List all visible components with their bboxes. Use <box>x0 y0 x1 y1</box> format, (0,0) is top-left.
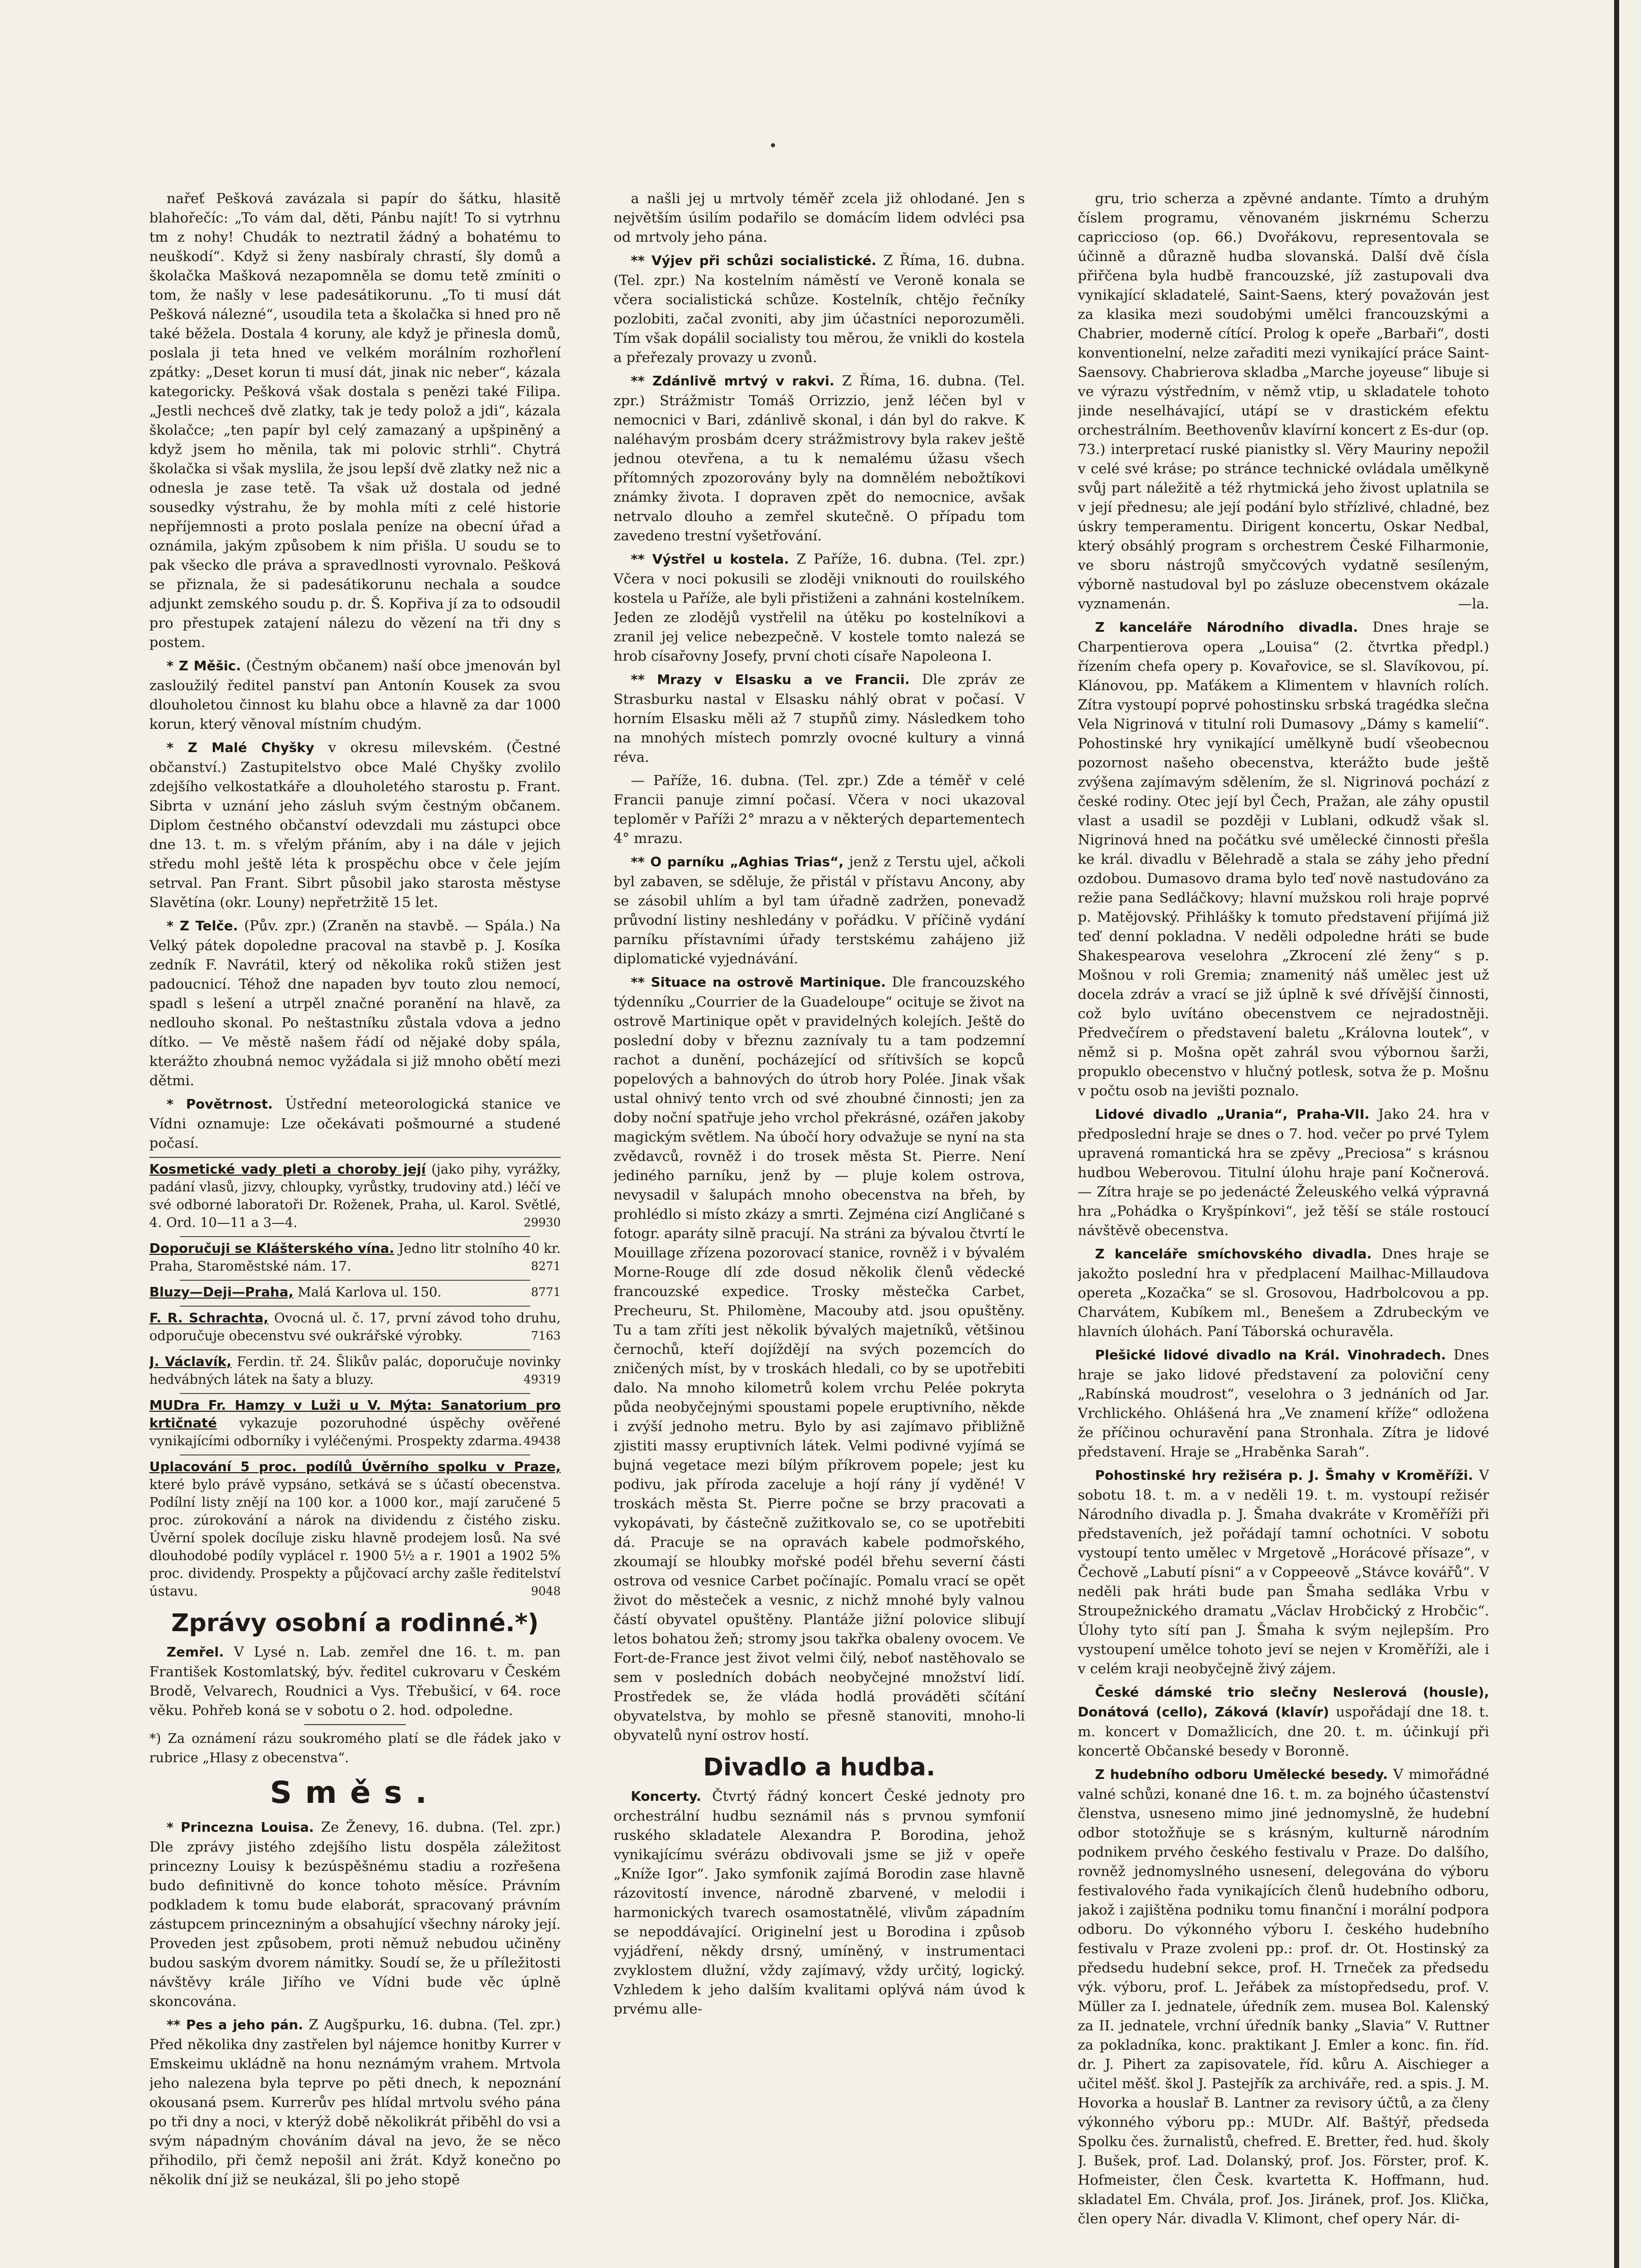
news-item-vinohrady-theatre <box>1078 1345 1489 1462</box>
ad-divider <box>180 1280 530 1281</box>
section-title-personal-news: Zprávy osobní a rodinné.*) <box>171 1609 539 1637</box>
article-continuation <box>1078 189 1489 613</box>
ad-text: Jedno litr stolního 40 kr. Praha, Staroměstské nám. 17. <box>149 1241 561 1274</box>
item-text: V mimořádné valné schůzi, konané dne 16. t. m. za bojného účastenství členstva, usneseno mimo jiné jednomyslně, že hudební odbor stotožňuje se s krásným, kulturně národním podnikem prvého českého festivalu v Praze. Do dalšího, rovněž jednomyslného usnesení, delegována do výboru festivalového řada vynikajících členů hudebního odboru, jakož i zajištěna podniku tomu finanční i morální podpora odboru. Do výkonného výboru I. českého hudebního festivalu v Praze zvoleni pp.: prof. dr. Ot. Hostinský za předsedu hudební sekce, prof. H. Trneček za předsedu výk. výboru, prof. L. Jeřábek za místopředsedu, prof. V. Müller za I. jednatele, úředník zem. musea Bol. Kalenský za II. jednatele, vrchní úředník banky „Slavia“ V. Ruttner za pokladníka, konc. praktikant J. Emler a konc. fin. říd. dr. J. Pihert za zapisovatele, říd. kůru A. Aischieger a učitel měšť. škol J. Pastejřík za archiváře, red. a spis. J. M. Hovorka a houslař B. Lantner za revisory účtů, a za členy výkonného výboru pp.: MUDr. Alf. Baštýř, předseda Spolku čes. žurnalistů, chefred. E. Bretter, řed. hud. školy J. Bušek, prof. Lad. Dolanský, prof. Jos. Förster, prof. K. Hofmeister, člen Česk. kvartetta K. Hoffmann, hud. skladatel Em. Chvála, prof. Jos. Jiránek, prof. Jos. Klička, člen opery Nár. divadla V. Klimont, chef opery Nár. di- <box>1078 1766 1489 2227</box>
news-item-paris-frost: — Paříže, 16. dubna. (Tel. zpr.) Zde a téměř v celé Francii panuje zimní počasí. Včera v noci ukazoval teploměr v Paříži 2° mrazu a v některých departementech 4° mrazu. <box>614 772 1025 847</box>
item-text: V sobotu 18. t. m. a v neděli 19. t. m. vystoupí režisér Národního divadla p. J. Šmaha dvakráte v Kroměříži při představeních, jež pořádají tamní ochotníci. V sobotu vystoupí tento umělec v Mrgetově „Horácové přísaze“, v Čechově „Labutí písni“ a v Coppeeově „Stávce kovářů“. V neděli pak hráti bude pan Šmaha sedláka Vrbu v Stroupežnického dramatu „Václav Hrobčický z Hrobčic“. Úlohy tyto sítí pan J. Šmaha k svým nejlepším. Pro vystoupení umělce tohoto jeví se nejen v Kroměříži, ale i v celém kraji neobyčejně živý zájem. <box>1078 1467 1489 1677</box>
ad-divider <box>180 1306 530 1307</box>
print-speck <box>771 143 775 147</box>
column-1 <box>149 189 561 2256</box>
item-lead: ** Výjev při schůzi socialistické. <box>631 253 877 269</box>
news-item-martinique <box>614 973 1025 1745</box>
news-item-socialist-meeting <box>614 251 1025 367</box>
item-lead: ** Pes a jeho pán. <box>167 2018 303 2033</box>
item-text: V Lysé n. Lab. zemřel dne 16. t. m. pan František Kostomlatský, býv. ředitel cukrovaru v Českém Brodě, Velvarech, Roudnici a Vys. Třebušicí, v 64. roce věku. Pohřeb koná se v sobotu o 2. hod. odpoledne. <box>149 1644 561 1719</box>
item-lead: Z kanceláře Národního divadla. <box>1095 620 1358 635</box>
ad-number: 8271 <box>531 1260 561 1273</box>
item-lead: * Princezna Louisa. <box>167 1820 314 1835</box>
news-item-frost <box>614 670 1025 767</box>
item-lead: Z hudebního odboru Umělecké besedy. <box>1095 1767 1388 1783</box>
item-text: (Pův. zpr.) (Zraněn na stavbě. — Spála.) Na Velký pátek dopoledne pracoval na stavbě p. J. Kosíka zedník F. Navrátil, který od několika roků stižen jest padoucnicí. Téhož dne napaden byv touto zlou nemocí, spadl s lešení a utrpěl značné poranění na hlavě, za nedlouho skonal. Po neštastníku zůstala vdova a jedno dítko. — Ve městě našem řádí od nějaké doby spála, kterážto zhoubná nemoc vyžádala si již mnoho obětí mezi dětmi. <box>149 918 561 1089</box>
ads-divider <box>149 1157 561 1158</box>
news-item-urania <box>1078 1105 1489 1240</box>
item-text: Z Paříže, 16. dubna. (Tel. zpr.) Včera v noci pokusili se zloději vniknouti do rouilského kostela u Paříže, ale byli přistiženi a zahnáni kostelníkem. Jeden ze zlodějů vystřelil na útěku po kostelníkovi a zranil jej velice nebezpečně. V kostele tomto nalezá se hrob císařovny Josefy, první choti císaře Napoleona I. <box>614 551 1025 664</box>
section-title-theatre-music: Divadlo a hudba. <box>703 1753 936 1781</box>
advertisement <box>149 1284 561 1302</box>
advertisement <box>149 1310 561 1345</box>
news-item-death <box>149 1642 561 1720</box>
item-lead: Z kanceláře smíchovského divadla. <box>1095 1247 1372 1262</box>
news-item-dog-and-master <box>149 2015 561 2189</box>
ad-text: které bylo právě vypsáno, setkává se s účastí obecenstva. Podílní listy znějí na 100 kor. a 1000 kor., mají zaručené 5 proc. zúrokování a nárok na dividendu z čistého zisku. Úvěrní spolek docíluje zisku hlavně prodejem losů. Na své dlouhodobé podíly vyplácel r. 1900 5½ a r. 1901 a 1902 5% proc. dividendy. Prospekty a půjčovací archy zašle ředitelství ústavu. <box>149 1477 561 1599</box>
ad-text: Ferdin. tř. 24. Šlikův palác, doporučuje novinky hedvábných látek na šaty a bluzy. <box>149 1354 561 1387</box>
item-text: gru, trio scherza a zpěvné andante. Tímto a druhým číslem programu, věnovaném jiskrnému Scherzu capriccioso (op. 66.) Dvořákovu, representovala se účinně a důrazně hudba slovanská. Další dvě čísla přiřčena byla hudbě francouzské, jíž zastupovali dva vynikající skladatelé, Saint-Saens, který považován jest za klasika mezi soudobými umělci francouzskými a Chabrier, moderně cítící. Prolog k opeře „Barbaři“, dosti konventionelní, nelze zařaditi mezi vynikající práce Saint-Saensovy. Chabrierova skladba „Marche joyeuse“ libuje si ve výrazu výstředním, v němž vtip, u skladatele tohoto jinde neselhávající, utápí se v drastickém efektu orchestrálním. Beethovenův klavírní koncert z Es-dur (op. 73.) interpretací ruské pianistky sl. Věry Mauriny nepožil v celé své kráse; po stránce technické ovládala umělkyně svůj part náležitě a též rhytmická jeho živost uplatnila se v její přednesu; ale její podání bylo střízlivé, chladné, bez úskry temperamentu. Dirigent koncertu, Oskar Nedbal, který obsáhlý program s orchestrem České Filharmonie, ve sboru nástrojů smyčcových vydatně sesíleným, výborně nastudoval byl po zásluze obecenstvem okázale vyznamenán. <box>1078 190 1489 612</box>
news-item-mala-chyska <box>149 738 561 912</box>
news-item-smaha-kromeriz <box>1078 1466 1489 1678</box>
item-lead: * Z Telče. <box>167 919 238 934</box>
scan-edge-right <box>1614 0 1619 2268</box>
item-lead: ** Situace na ostrově Martinique. <box>631 975 886 990</box>
item-text: Z Říma, 16. dubna. (Tel. zpr.) Strážmistr Tomáš Orrizzio, jenž léčen byl v nemocnici v Bari, zdánlivě skonal, i dán byl do rakve. K naléhavým prosbám dcery strážmistrovy byla rakev ještě jednou otevřena, a tu k nemalému úžasu všech přítomných zpozorovány byly na domnělém nebožtíkovi známky života. I dopraven zpět do nemocnice, avšak netrvalo dlouho a zemřel skutečně. O případu tom zavedeno trestní vyšetřování. <box>614 373 1025 544</box>
news-item-national-theatre <box>1078 618 1489 1100</box>
ad-text: vykazuje pozoruhodné úspěchy ověřené vynikajícími odborníky i vyléčenými. Prospekty zdarma. <box>149 1416 561 1449</box>
item-lead: ** Výstřel u kostela. <box>631 552 789 567</box>
item-text: v okresu milevském. (Čestné občanství.) Zastupitelstvo obce Malé Chyšky zvolilo zdejšího velkostatkáře a dlouholetého starostu p. Frant. Sibrta v uznání jeho zásluh svým čestným občanem. Diplom čestného občanství odevzdali mu zástupci obce dne 13. t. m. s vřelým přáním, aby i na dále v jejich středu mohl ještě léta k prospěchu obce v čele jejím setrval. Pan Frant. Sibrt působil jako starosta městyse Slavětína (okr. Louny) nepřetržitě 15 let. <box>149 739 561 911</box>
ad-number: 29930 <box>523 1216 561 1229</box>
item-text: Dnes hraje se jakožto poslední hra v předplacení Mailhac-Millaudova opereta „Kozačka“ se sl. Grosovou, Hadrbolcovou a pp. Charvátem, Kubíkem ml., Benešem a Zdrubeckým ve hlavních úlohách. Paní Táborská ochuravěla. <box>1078 1246 1489 1340</box>
item-lead: České dámské trio slečny Neslerová (housle), Donátová (cello), Záková (klavír) <box>1078 1685 1489 1720</box>
ad-number: 7163 <box>531 1330 561 1343</box>
item-text: Ústřední meteorologická stanice ve Vídni oznamuje: Lze očekávati pošmourné a studené počasí. <box>149 1096 561 1151</box>
item-lead: Plešické lidové divadlo na Král. Vinohradech. <box>1095 1348 1446 1363</box>
ad-text: Ovocná ul. č. 17, první závod toho druhu, odporučuje obecenstvu své oukrářské výrobky. <box>149 1311 561 1344</box>
item-text: Dle zpráv ze Strasburku nastal v Elsasku náhlý obrat v počasí. V horním Elsasku měli až 7 stupňů zimy. Následkem toho na mnohých místech pomrzly ovocné kultury a vinná réva. <box>614 671 1025 765</box>
news-item-smichov-theatre <box>1078 1244 1489 1341</box>
ad-number: 49319 <box>523 1373 561 1386</box>
column-3 <box>1078 189 1489 2256</box>
ad-divider <box>180 1349 530 1350</box>
ad-number: 49438 <box>523 1435 561 1448</box>
news-item-telc <box>149 916 561 1090</box>
advertisement <box>149 1459 561 1601</box>
item-text: Z Augšpurku, 16. dubna. (Tel. zpr.) Před několika dny zastřelen byl nájemce honitby Kurrer v Emskeimu ukládně na honu neznámým vrahem. Mrtvola jeho nalezena byla teprve po pěti dnech, k nepoznání okousaná psem. Kurrerův pes hlídal mrtvolu svého pána po tři dny a noci, v kterýž době několikrát přiběhl do vsi a svým nápadným chováním dával na jevo, že se něco přihodilo, při čemž nepošil ani žrát. Když konečno po několik dní již se neukázal, šli po jeho stopě <box>149 2017 561 2188</box>
news-item-concerts <box>614 1787 1025 2019</box>
ad-number: 8771 <box>531 1286 561 1299</box>
item-lead: ** O parníku „Aghias Trias“, <box>631 855 844 870</box>
item-text: uspořádají dne 18. t. m. koncert v Domažlicích, dne 20. t. m. účinkují při koncertě Občanské besedy v Boronně. <box>1078 1704 1489 1759</box>
item-text: Čtvrtý řádný koncert České jednoty pro orchestrální hudbu seznámil nás s prvnou symfonií ruského skladatele Alexandra P. Borodina, jehož vynikajícímu svérázu obdivovali jsme se již v opeře „Kníže Igor“. Jako symfonik zajímá Borodin zase hlavně rázovitostí invence, národně zbarvené, v melodii i harmonických tvarech osamostatnělé, vlivům západním se nepoddávající. Originelní jest u Borodina i způsob vyjádření, někdy drsný, umíněný, v instrumentaci zvyklostem dlužní, vždy zajímavý, vždy určitý, logický. Vzhledem k jeho dalším kvalitami oplývá nám úvod k prvému alle- <box>614 1788 1025 2017</box>
advertisement <box>149 1161 561 1232</box>
ad-divider <box>180 1454 530 1455</box>
item-lead: Lidové divadlo „Urania“, Praha-VII. <box>1095 1107 1370 1122</box>
ad-head: Bluzy—Deji—Praha, <box>149 1285 294 1300</box>
advertisement <box>149 1397 561 1450</box>
item-text: Dnes hraje se Charpentierova opera „Louisa“ (2. čtvrtka předpl.) řízením chefa opery p. Kovařovice, se sl. Slavíkovou, pí. Klánovou, pp. Maťákem a Klimentem v hlavních rolích. Zítra vystoupí poprvé pohostinsku srbská tragédka slečna Vela Nigrinová v titulní roli Dumasovy „Dámy s kamelií“. Pohostinské hry vynikající umělkyně budí všeobecnou pozornost našeho obecenstva, kterážto bude ještě zvýšena zajímavým sdělením, že sl. Nigrinová pochází z české rodiny. Otec její byl Čech, Pražan, ale záhy opustil vlast a usadil se později v Lublani, odkudž však sl. Nigrinová hned na počátku své umělecké činnosti přešla ke král. divadlu v Bělehradě a stala se záhy jeho přední ozdobou. Dumasovo drama bylo teď nově nastudováno za režie pana Sedláčkovy; hlavní mužskou roli hraje poprvé p. Matějovský. Přihlášky k tomuto představení přijímá již teď denní pokladna. V neděli odpoledne hráti se bude Shakespearova veselohra „Zkrocení zlé ženy“ s p. Mošnou v roli Gremia; znamenitý náš umělec jest už docela zdráv a vrací se již úplně k své dřívější činnosti, což bylo uvítáno obecenstvem ce nejradostněji. Předvečírem o představení baletu „Královna loutek“, v němž si p. Mošna opět zahrál svou výbornou šarži, propuklo obecenstvo v hlučný potlesk, sotva že p. Mošnu v počtu osob na jevišti poznalo. <box>1078 619 1489 1099</box>
item-text: Jako 24. hra v předposlední hraje se dnes o 7. hod. večer po prvé Tylem upravená romantická hra se zpěvy „Preciosa“ s krásnou hudbou Weberovou. Titulní úlohu hraje paní Kočnerová. — Zítra hraje se po jedenácté Želeuského velká výpravná hra „Pohádka o Kryšpínkovi“, jež těší se stále rostoucí návštěvě obecenstva. <box>1078 1106 1489 1239</box>
item-text: Dnes hraje se jako lidové představení za poloviční ceny „Rabínská moudrost“, veselohra o 3 jednáních od Jar. Vrchlického. Ohlášená hra „Ve znamení kříže“ odložena že příčinou ochuravění pana Stronhala. Zítra je lidové představení. Hraje se „Hraběnka Sarah“. <box>1078 1347 1489 1460</box>
article-continuation: nařeť Pešková zavázala si papír do šátku, hlasitě blahořečíc: „To vám dal, děti, Pánbu najít! To si vytrhnu tm z nohy! Chudák to neztratil žádný a bohatému to neuškodí“. Když si ženy nasbíraly chrastí, šly domů a školačka Mašková nezapomněla se domu tetě zmíniti o tom, že našly v lese padesátikorunu. „To ti musí dát Pešková nálezné“, usoudila teta a školačka si hned pro ně také běžela. Dostala 4 koruny, ale když je přinesla domů, poslala ji teta hned ve velkém morálním rozhořlení zpátky: „Deset korun ti musí dát, jinak nic neber“, kázala kategoricky. Pešková však dostala s penězi také Filipa. „Jestli nechceš dvě zlatky, tak je tedy polož a jdi“, kázala školačce; „ten papír byl celý zamazaný a upšpiněný a když jsem ho měnila, tak mi polovic strhli“. Chytrá školačka si však myslila, že jsou lepší dvě zlatky než nic a odnesla je zase tetě. Ta však už dostala od jedné sousedky výstrahu, že by mohla míti z celé historie nepříjemnosti a proto poslala peníze na obecní úřad a oznámila, jakým způsobem k nim přišla. U soudu se to pak všecko dle práva a spravedlnosti vyrovnalo. Pešková se přiznala, že si padesátikorunu nechala a soudce adjunkt zemského soudu p. dr. Š. Kopřiva jí za to odsoudil pro přestupek zatajení nálezu do vězení na tři dny s postem. <box>149 190 561 651</box>
advertisement <box>149 1353 561 1389</box>
news-item-ladies-trio <box>1078 1682 1489 1761</box>
ad-head: Kosmetické vady pleti a choroby její <box>149 1162 426 1177</box>
column-2 <box>614 189 1025 2256</box>
item-text: (Čestným občanem) naší obce jmenován byl zasloužilý ředitel panství pan Antonín Kousek za svou dlouholetou činnost ku blahu obce a hlavně za dar 1000 korun, který věnoval místním chudým. <box>149 658 561 732</box>
ad-head: J. Václavík, <box>149 1354 232 1370</box>
item-text: Ze Ženevy, 16. dubna. (Tel. zpr.) Dle zprávy jistého zdejšího listu dospěla záležitost princezny Louisy k bezúspěšnému stadiu a rozřešena budo definitivně do konce tohoto měsíce. Právním podkladem k tomu bude elaborát, spracovaný právním zástupcem princezniným a obsahující všechny nároky její. Proveden jest způsobem, proti němuž nebudou učiněny budou saským dvorem námitky. Soudí se, že u příležitosti návštěvy krále Jiřího ve Vídni bude věc úplně skoncována. <box>149 1819 561 2010</box>
footnote-divider <box>304 1724 406 1725</box>
news-item-shot-at-church <box>614 549 1025 666</box>
news-item-steamer <box>614 852 1025 968</box>
news-item-music-section <box>1078 1765 1489 2228</box>
ad-divider <box>180 1236 530 1237</box>
item-lead: ** Mrazy v Elsasku a ve Francii. <box>631 672 910 688</box>
ad-text: Malá Karlova ul. 150. <box>297 1285 442 1300</box>
item-lead: Koncerty. <box>631 1789 701 1804</box>
article-continuation: a našli jej u mrtvoly téměř zcela již ohlodané. Jen s největším úsilím podařilo se domácím lidem odvléci psa od mrtvoly jeho pána. <box>614 190 1025 245</box>
item-lead: * Povětrnost. <box>167 1097 273 1112</box>
news-item-mesice <box>149 656 561 734</box>
ad-head: Doporučuji se Klášterského vína. <box>149 1241 395 1256</box>
item-text: Dle francouzského týdenníku „Courrier de la Guadeloupe“ ocituje se život na ostrově Martinique opět v pravidelných kolejích. Ještě do poslední doby v březnu zaznívaly tu a tam podzemní rachot a dunění, pocházející od sřítivších se kopců popelových a bahnových do útrob hory Polée. Jinak však ustal ohnivý tento vrch od své zhoubné činnosti; jen za doby noční spatřuje jeho vrchol překrásné, ozářen jakoby magickým světlem. Na úbočí hory odvažuje se nyní na sta zvědavců, rovněž i do trosek města St. Pierre. Není jediného parníku, jenž by — pluje kolem ostrova, nevysadil v šalupách mnoho obecenstva na břeh, by prohlédlo si místo zkázy a smrti. Zejména cizí Angličané s fotogr. aparáty silně pracují. Na stráni za bývalou čtvrtí le Mouillage zřízena pozorovací stanice, rovněž i v bývalém Morne-Rouge dlí zde dosud několik členů vědecké francouzské expedice. Trosky městečka Carbet, Precheuru, St. Philomène, Macouby atd. jsou opuštěny. Tu a tam zříti jest několik bývalých majetníků, většinou černochů, kteří dojíždějí na svých pozemcích do zničených míst, by v troskách hledali, co by se upotřebiti dalo. Na mnoho kilometrů kolem vrchu Pelée pokryta půda neobyčejnými spoustami popele eruptivního, někde i zvýší jednoho metru. Bylo by asi zajímavo přibližně zjistiti massy eruptivních látek. Velmi podivné vyjímá se bujná vegetace mezi bílým příkrovem popele; jest ku podivu, jak příroda zaceluje a hojí rány jí vyděné! V troskách města St. Pierre počne se brzy pracovati a vykopávati, by částečně zužitkovalo se, co se upotřebiti dá. Pracuje se na opravách kabele podmořského, zkoumají se hloubky mořské podél břehu severní části ostrova od vesnice Carbet počínajíc. Pomalu vrací se opět život do městeček a vesnic, z nichž mnohé byly valnou částí obyvatel opuštěny. Plantáže jižní polovice slibují letos bohatou žeň; stromy jsou takřka obaleny ovocem. Ve Fort-de-France jest život velmi čilý, neboť nastěhovalo se sem v posledních dobách neobyčejné množství lidí. Prostředek se, že vláda hodlá prováděti sčítání obyvatelstva, by mohlo se přesně stanoviti, mnoho-li obyvatelů nyní ostrov hostí. <box>614 974 1025 1743</box>
news-item-apparent-death <box>614 371 1025 545</box>
news-item-weather <box>149 1094 561 1153</box>
item-lead: Zemřel. <box>167 1645 224 1660</box>
ad-divider <box>180 1393 530 1394</box>
author-signature: —la. <box>1458 596 1489 612</box>
ad-head: Uplacování 5 proc. podílů Úvěrního spolku v Praze, <box>149 1460 561 1475</box>
item-text: Z Říma, 16. dubna. (Tel. zpr.) Na kostelním náměstí ve Veroně konala se včera socialistická schůze. Kostelník, chtějo řečníky pozlobiti, začal zvoniti, aby jim účastníci neporozuměli. Tím však dopálil socialisty tou měrou, že vnikli do kostela a přeřezaly provazy u zvonů. <box>614 252 1025 366</box>
footnote: *) Za oznámení rázu soukromého platí se dle řádek jako v rubrice „Hlasy z obecenstva“. <box>149 1731 561 1766</box>
item-lead: ** Zdánlivě mrtvý v rakvi. <box>631 374 834 389</box>
ad-head: MUDra Fr. Hamzy v Luži u V. Mýta: Sanatorium pro krtičnaté <box>149 1398 561 1431</box>
ad-text: (jako pihy, vyrážky, padání vlasů, jizvy, chloupky, vyrůstky, trudoviny atd.) léčí ve své odborné laboratoři Dr. Roženek, Praha, ul. Karol. Světlé, 4. Ord. 10—11 a 3—4. <box>149 1162 561 1230</box>
news-item-princess-louisa <box>149 1818 561 2011</box>
item-text: jenž z Terstu ujel, ačkoli byl zabaven, se sděluje, že přistál v přístavu Ancony, aby se zásobil uhlím a byl tam úřadně zadržen, ponevadž průvodní listiny neshledány v pořádku. V příčině vydání parníku přístavními úřady terstskému zahájeno již diplomatické vyjednávání. <box>614 854 1025 967</box>
item-lead: * Z Malé Chyšky <box>167 740 314 756</box>
section-title-miscellany: Směs. <box>270 1775 440 1810</box>
item-lead: Pohostinské hry režiséra p. J. Šmahy v Kroměříži. <box>1095 1468 1473 1483</box>
item-lead: * Z Měšic. <box>167 659 241 674</box>
advertisement <box>149 1240 561 1276</box>
ad-head: F. R. Schrachta, <box>149 1311 269 1326</box>
ad-number: 9048 <box>531 1585 561 1598</box>
